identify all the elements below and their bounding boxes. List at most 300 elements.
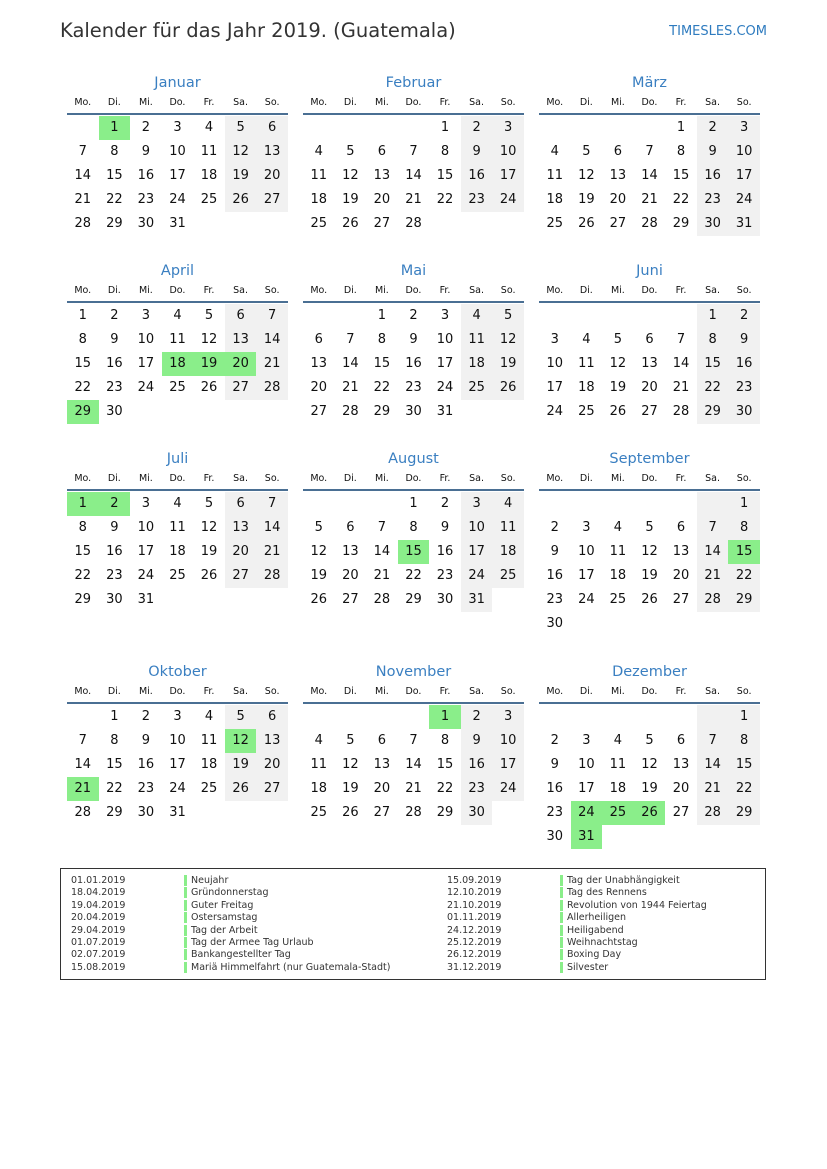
day-cell: 27 <box>373 805 391 820</box>
day-cell: 12 <box>200 520 218 535</box>
weekday-header <box>67 684 288 704</box>
weekday-label: So. <box>264 285 280 296</box>
empty-cell <box>366 492 398 516</box>
holiday-name: Revolution von 1944 Feiertag <box>567 899 707 911</box>
weekday-header <box>539 283 760 303</box>
day-cell: 25 <box>461 376 493 400</box>
day-cell: 16 <box>106 544 123 559</box>
empty-cell <box>697 612 729 636</box>
legend-item <box>447 962 707 974</box>
day-cell: 22 <box>106 192 123 207</box>
day-cell: 26 <box>310 592 328 607</box>
weekday-label: Do. <box>169 686 186 697</box>
day-cell: 21 <box>405 781 422 796</box>
weekday-label: Do. <box>405 285 422 296</box>
day-cell: 15 <box>436 168 454 183</box>
empty-cell <box>67 116 99 140</box>
day-cell: 14 <box>641 168 658 183</box>
legend-item <box>71 900 390 912</box>
day-cell: 29 <box>405 592 422 607</box>
day-cell: 25 <box>310 805 328 820</box>
empty-cell <box>634 612 666 636</box>
day-cell: 3 <box>582 520 591 535</box>
day-cell: 14 <box>405 757 422 772</box>
day-cell: 20 <box>641 380 658 395</box>
empty-cell <box>602 705 634 729</box>
empty-cell <box>539 304 571 328</box>
day-cell: 24 <box>169 781 186 796</box>
empty-cell <box>225 588 257 612</box>
day-cell: 11 <box>461 328 493 352</box>
day-grid <box>303 115 524 236</box>
day-cell: 15 <box>697 352 729 376</box>
day-cell: 21 <box>67 777 99 801</box>
weekday-label: So. <box>500 686 516 697</box>
day-cell: 21 <box>342 380 359 395</box>
day-cell: 1 <box>728 492 760 516</box>
weekday-label: Mi. <box>610 473 625 484</box>
day-cell: 4 <box>613 733 623 748</box>
day-cell: 30 <box>461 801 493 825</box>
day-cell: 22 <box>74 568 92 583</box>
empty-cell <box>602 304 634 328</box>
day-cell: 21 <box>641 192 658 207</box>
day-cell: 27 <box>641 404 658 419</box>
holiday-marker <box>560 925 563 936</box>
day-cell: 14 <box>74 757 92 772</box>
empty-cell <box>728 825 760 849</box>
empty-cell <box>539 116 571 140</box>
day-cell: 26 <box>200 380 218 395</box>
legend-item <box>71 875 390 887</box>
day-cell: 7 <box>409 144 418 159</box>
day-cell: 19 <box>193 352 225 376</box>
holiday-marker <box>184 962 187 973</box>
weekday-header <box>539 95 760 115</box>
day-cell: 2 <box>461 705 493 729</box>
day-grid <box>539 704 760 849</box>
empty-cell <box>366 705 398 729</box>
day-cell: 15 <box>398 540 430 564</box>
day-cell: 21 <box>697 777 729 801</box>
day-cell: 3 <box>141 496 151 511</box>
day-cell: 5 <box>645 733 654 748</box>
day-cell: 2 <box>728 304 760 328</box>
weekday-label: Mo. <box>74 473 92 484</box>
day-cell: 2 <box>141 120 151 135</box>
empty-cell <box>303 705 335 729</box>
weekday-label: Mi. <box>374 285 389 296</box>
weekday-label: Mi. <box>374 473 389 484</box>
weekday-label: Di. <box>579 473 593 484</box>
day-cell: 23 <box>461 188 493 212</box>
day-cell: 8 <box>440 733 450 748</box>
day-cell: 20 <box>310 380 328 395</box>
empty-cell <box>665 612 697 636</box>
weekday-label: Fr. <box>439 285 451 296</box>
empty-cell <box>335 705 367 729</box>
day-cell: 1 <box>697 304 729 328</box>
month-name: März <box>632 75 667 91</box>
weekday-label: Di. <box>343 285 357 296</box>
weekday-label: Mi. <box>610 686 625 697</box>
empty-cell <box>602 825 634 849</box>
day-grid <box>539 303 760 424</box>
day-cell: 29 <box>74 592 92 607</box>
day-cell: 7 <box>409 733 418 748</box>
month-juni <box>539 259 760 424</box>
weekday-label: So. <box>264 473 280 484</box>
holiday-name: Tag der Arbeit <box>191 924 258 936</box>
day-cell: 17 <box>578 781 595 796</box>
site-link[interactable]: TIMESLES.COM <box>669 24 767 39</box>
day-cell: 29 <box>728 801 760 825</box>
day-cell: 22 <box>728 564 760 588</box>
weekday-label: Mo. <box>74 285 92 296</box>
weekday-label: Sa. <box>469 686 485 697</box>
month-mai <box>303 259 524 424</box>
day-cell: 23 <box>728 376 760 400</box>
day-cell: 11 <box>169 520 186 535</box>
day-cell: 31 <box>461 588 493 612</box>
holiday-marker <box>560 887 563 898</box>
month-name: April <box>160 263 195 279</box>
holiday-marker <box>560 949 563 960</box>
weekday-header <box>539 471 760 491</box>
day-cell: 20 <box>256 753 288 777</box>
empty-cell <box>634 116 666 140</box>
day-cell: 9 <box>141 733 151 748</box>
day-cell: 31 <box>169 805 186 820</box>
day-cell: 19 <box>310 568 328 583</box>
day-grid <box>303 491 524 612</box>
day-cell: 7 <box>346 332 355 347</box>
day-cell: 28 <box>256 376 288 400</box>
weekday-label: Di. <box>107 97 121 108</box>
weekday-label: Mi. <box>138 97 153 108</box>
empty-cell <box>602 116 634 140</box>
day-cell: 31 <box>169 216 186 231</box>
empty-cell <box>335 304 367 328</box>
weekday-label: So. <box>736 473 752 484</box>
day-cell: 13 <box>256 729 288 753</box>
day-cell: 29 <box>106 216 123 231</box>
day-cell: 3 <box>440 308 450 323</box>
day-cell: 2 <box>409 308 418 323</box>
day-cell: 9 <box>550 757 559 772</box>
day-cell: 18 <box>162 352 194 376</box>
holiday-name: Ostersamstag <box>191 912 258 924</box>
weekday-label: Sa. <box>233 473 249 484</box>
day-cell: 13 <box>310 356 328 371</box>
day-cell: 24 <box>728 188 760 212</box>
weekday-label: Do. <box>405 473 422 484</box>
day-cell: 27 <box>310 404 328 419</box>
empty-cell <box>225 400 257 424</box>
day-cell: 16 <box>461 164 493 188</box>
weekday-label: Sa. <box>233 285 249 296</box>
empty-cell <box>335 116 367 140</box>
day-cell: 8 <box>78 332 87 347</box>
day-cell: 4 <box>582 332 591 347</box>
day-cell: 19 <box>200 544 218 559</box>
day-cell: 8 <box>377 332 387 347</box>
day-cell: 8 <box>440 144 450 159</box>
month-februar <box>303 71 524 236</box>
day-cell: 11 <box>169 332 186 347</box>
day-cell: 10 <box>578 757 595 772</box>
weekday-label: Sa. <box>469 97 485 108</box>
day-cell: 17 <box>492 164 524 188</box>
weekday-label: Mo. <box>74 686 92 697</box>
day-cell: 7 <box>697 516 729 540</box>
day-cell: 25 <box>578 404 595 419</box>
legend-item <box>447 875 707 887</box>
day-cell: 23 <box>137 192 155 207</box>
day-cell: 5 <box>582 144 591 159</box>
day-cell: 14 <box>342 356 359 371</box>
legend-item <box>447 925 707 937</box>
day-cell: 16 <box>546 781 564 796</box>
weekday-label: Mo. <box>310 686 328 697</box>
day-cell: 12 <box>200 332 218 347</box>
weekday-label: Di. <box>107 285 121 296</box>
weekday-label: Di. <box>343 97 357 108</box>
day-cell: 28 <box>697 801 729 825</box>
day-cell: 12 <box>225 729 257 753</box>
day-cell: 8 <box>78 520 87 535</box>
day-cell: 27 <box>342 592 359 607</box>
day-cell: 9 <box>697 140 729 164</box>
day-cell: 2 <box>697 116 729 140</box>
day-cell: 1 <box>728 705 760 729</box>
day-cell: 17 <box>137 356 155 371</box>
day-cell: 31 <box>436 404 454 419</box>
day-cell: 13 <box>672 757 690 772</box>
weekday-label: Mi. <box>138 285 153 296</box>
empty-cell <box>492 400 524 424</box>
day-cell: 18 <box>609 781 627 796</box>
day-cell: 2 <box>550 733 559 748</box>
day-cell: 25 <box>310 216 328 231</box>
day-cell: 19 <box>342 781 359 796</box>
day-cell: 6 <box>225 492 257 516</box>
day-cell: 8 <box>728 729 760 753</box>
day-cell: 16 <box>436 544 454 559</box>
empty-cell <box>571 304 603 328</box>
weekday-label: Sa. <box>705 285 721 296</box>
holiday-date: 02.07.2019 <box>71 949 126 961</box>
day-cell: 5 <box>613 332 623 347</box>
day-cell: 5 <box>346 733 355 748</box>
day-cell: 24 <box>461 564 493 588</box>
weekday-label: Mo. <box>310 97 328 108</box>
weekday-label: Fr. <box>203 473 215 484</box>
day-cell: 15 <box>672 168 690 183</box>
day-cell: 5 <box>645 520 654 535</box>
day-cell: 26 <box>225 777 257 801</box>
day-cell: 21 <box>256 540 288 564</box>
day-cell: 14 <box>256 516 288 540</box>
day-cell: 21 <box>256 352 288 376</box>
day-cell: 11 <box>492 516 524 540</box>
day-cell: 26 <box>609 404 627 419</box>
day-cell: 27 <box>609 216 627 231</box>
empty-cell <box>398 116 430 140</box>
weekday-label: Fr. <box>203 285 215 296</box>
day-cell: 29 <box>436 805 454 820</box>
day-cell: 9 <box>409 332 418 347</box>
weekday-header <box>67 95 288 115</box>
weekday-label: Di. <box>579 97 593 108</box>
legend-item <box>447 887 707 899</box>
day-cell: 10 <box>137 520 155 535</box>
empty-cell <box>539 492 571 516</box>
day-cell: 28 <box>74 216 92 231</box>
holiday-name: Tag der Unabhängigkeit <box>567 875 680 886</box>
day-cell: 28 <box>256 564 288 588</box>
month-august <box>303 447 524 612</box>
holiday-marker <box>560 912 563 923</box>
weekday-label: So. <box>500 285 516 296</box>
page-title: Kalender für das Jahr 2019. (Guatemala) <box>60 19 456 42</box>
day-cell: 16 <box>697 164 729 188</box>
day-cell: 5 <box>346 144 355 159</box>
day-cell: 31 <box>137 592 155 607</box>
holiday-name: Tag des Rennens <box>567 887 647 899</box>
month-name: Oktober <box>148 664 207 680</box>
day-cell: 21 <box>672 380 690 395</box>
weekday-label: Mo. <box>546 473 564 484</box>
day-cell: 7 <box>645 144 654 159</box>
day-cell: 21 <box>405 192 422 207</box>
day-cell: 26 <box>342 805 359 820</box>
day-cell: 28 <box>672 404 690 419</box>
weekday-label: Mo. <box>74 97 92 108</box>
empty-cell <box>571 116 603 140</box>
day-cell: 15 <box>106 168 123 183</box>
day-cell: 13 <box>373 757 391 772</box>
day-cell: 21 <box>697 564 729 588</box>
day-cell: 3 <box>173 709 182 724</box>
day-cell: 6 <box>225 304 257 328</box>
month-november <box>303 660 524 825</box>
empty-cell <box>193 588 225 612</box>
empty-cell <box>602 612 634 636</box>
weekday-label: So. <box>500 473 516 484</box>
day-cell: 21 <box>74 192 92 207</box>
empty-cell <box>429 212 461 236</box>
weekday-label: Sa. <box>469 473 485 484</box>
day-cell: 14 <box>373 544 391 559</box>
holiday-marker <box>560 875 563 886</box>
holiday-marker <box>184 875 187 886</box>
weekday-label: Di. <box>107 473 121 484</box>
day-cell: 19 <box>225 753 257 777</box>
weekday-label: Fr. <box>439 97 451 108</box>
day-cell: 28 <box>641 216 658 231</box>
day-cell: 4 <box>550 144 559 159</box>
weekday-label: Do. <box>169 97 186 108</box>
day-cell: 28 <box>342 404 359 419</box>
holiday-marker <box>560 962 563 973</box>
empty-cell <box>256 801 288 825</box>
holiday-marker <box>560 900 563 911</box>
holiday-name: Silvester <box>567 961 609 973</box>
day-cell: 14 <box>405 168 422 183</box>
day-cell: 29 <box>106 805 123 820</box>
day-cell: 8 <box>110 144 119 159</box>
weekday-label: Do. <box>641 285 658 296</box>
day-cell: 6 <box>613 144 623 159</box>
day-cell: 4 <box>314 144 323 159</box>
empty-cell <box>602 492 634 516</box>
day-cell: 25 <box>609 592 627 607</box>
empty-cell <box>366 116 398 140</box>
day-cell: 19 <box>609 380 627 395</box>
day-cell: 7 <box>697 729 729 753</box>
day-cell: 9 <box>461 140 493 164</box>
weekday-label: Do. <box>641 97 658 108</box>
day-cell: 24 <box>492 777 524 801</box>
day-cell: 15 <box>74 356 92 371</box>
day-cell: 26 <box>578 216 595 231</box>
day-cell: 2 <box>99 492 131 516</box>
month-dezember <box>539 660 760 849</box>
empty-cell <box>461 400 493 424</box>
day-cell: 29 <box>67 400 99 424</box>
weekday-label: Mi. <box>138 473 153 484</box>
day-cell: 9 <box>550 544 559 559</box>
weekday-label: Mi. <box>138 686 153 697</box>
day-cell: 30 <box>697 212 729 236</box>
day-cell: 12 <box>225 140 257 164</box>
empty-cell <box>193 212 225 236</box>
weekday-label: Fr. <box>439 686 451 697</box>
day-cell: 28 <box>697 588 729 612</box>
day-cell: 4 <box>204 709 214 724</box>
holiday-name: Neujahr <box>191 875 229 886</box>
day-cell: 24 <box>546 404 564 419</box>
month-name: Juni <box>636 263 663 279</box>
day-cell: 25 <box>169 380 186 395</box>
weekday-label: Mi. <box>374 97 389 108</box>
weekday-label: Fr. <box>675 285 687 296</box>
day-cell: 25 <box>169 568 186 583</box>
day-cell: 23 <box>546 805 564 820</box>
day-cell: 10 <box>578 544 595 559</box>
day-cell: 26 <box>200 568 218 583</box>
weekday-label: Fr. <box>203 97 215 108</box>
day-cell: 22 <box>436 781 454 796</box>
day-cell: 29 <box>373 404 391 419</box>
day-cell: 6 <box>377 733 387 748</box>
day-cell: 5 <box>492 304 524 328</box>
day-cell: 17 <box>461 540 493 564</box>
day-cell: 30 <box>546 616 564 631</box>
day-cell: 15 <box>436 757 454 772</box>
month-oktober <box>67 660 288 825</box>
empty-cell <box>665 825 697 849</box>
empty-cell <box>256 400 288 424</box>
day-cell: 25 <box>546 216 564 231</box>
day-cell: 6 <box>346 520 355 535</box>
holiday-date: 15.09.2019 <box>447 875 502 886</box>
day-cell: 5 <box>314 520 323 535</box>
day-cell: 8 <box>676 144 686 159</box>
holiday-name: Tag der Armee Tag Urlaub <box>191 936 314 948</box>
legend-item <box>71 937 390 949</box>
